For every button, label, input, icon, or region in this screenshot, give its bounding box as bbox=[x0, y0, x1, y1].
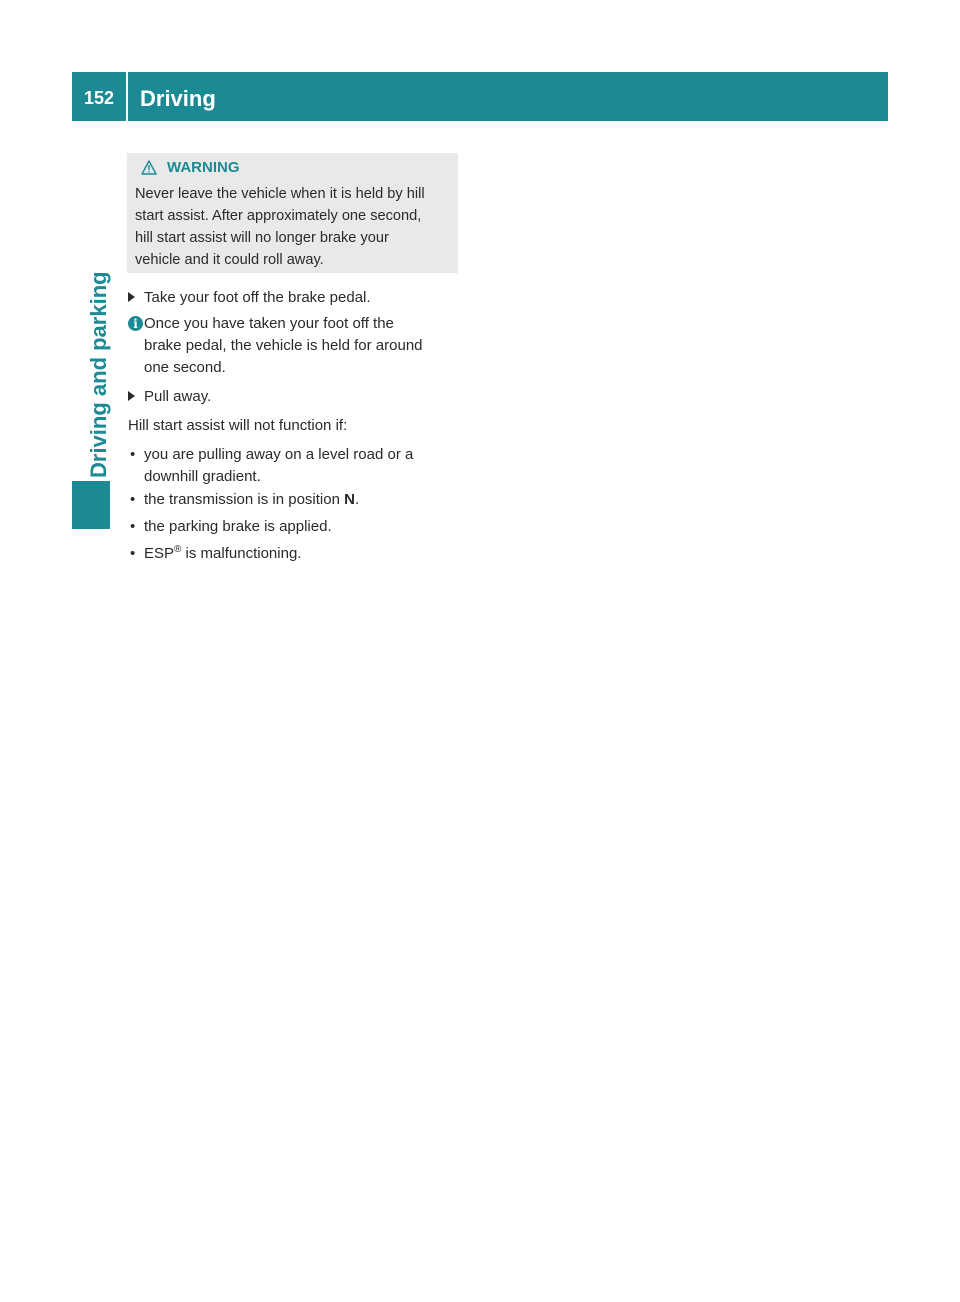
side-tab-label: Driving and parking bbox=[86, 271, 111, 478]
warning-text bbox=[135, 183, 455, 271]
step-take-foot-off bbox=[128, 287, 371, 309]
info-line: one second. bbox=[144, 359, 226, 376]
bullet-dot: • bbox=[130, 545, 136, 562]
step-text: Pull away. bbox=[144, 388, 212, 405]
warning-line: vehicle and it could roll away. bbox=[135, 252, 324, 268]
list-item: • the transmission is in position N. bbox=[130, 489, 460, 511]
info-line: brake pedal, the vehicle is held for around bbox=[144, 337, 423, 354]
warning-line: start assist. After approximately one second, bbox=[135, 208, 422, 224]
side-tab-marker bbox=[72, 481, 110, 529]
bullet-dot: • bbox=[130, 518, 136, 535]
warning-heading bbox=[141, 159, 240, 176]
step-arrow-icon bbox=[128, 391, 135, 401]
section-title: Driving bbox=[140, 85, 216, 111]
info-icon: i bbox=[128, 316, 143, 331]
warning-title: WARNING bbox=[167, 159, 240, 176]
info-note bbox=[128, 313, 458, 379]
bullet-dot: • bbox=[130, 491, 136, 508]
list-item: • ESP® is malfunctioning. bbox=[130, 543, 460, 565]
list-item: • you are pulling away on a level road or a downhill gradient. bbox=[130, 446, 414, 485]
step-pull-away bbox=[128, 386, 211, 408]
warning-line: hill start assist will no longer brake your bbox=[135, 230, 389, 246]
bullet-dot: • bbox=[130, 446, 136, 463]
conditions-intro: Hill start assist will not function if: bbox=[128, 417, 348, 434]
list-item: • the parking brake is applied. bbox=[130, 516, 460, 538]
warning-triangle-icon bbox=[141, 160, 157, 175]
info-text bbox=[144, 313, 458, 379]
step-text: Take your foot off the brake pedal. bbox=[144, 289, 371, 306]
warning-line: Never leave the vehicle when it is held by hill bbox=[135, 186, 425, 202]
step-arrow-icon bbox=[128, 292, 135, 302]
header-divider bbox=[126, 72, 128, 121]
info-line: Once you have taken your foot off the bbox=[144, 315, 394, 332]
page-number: 152 bbox=[83, 88, 115, 108]
